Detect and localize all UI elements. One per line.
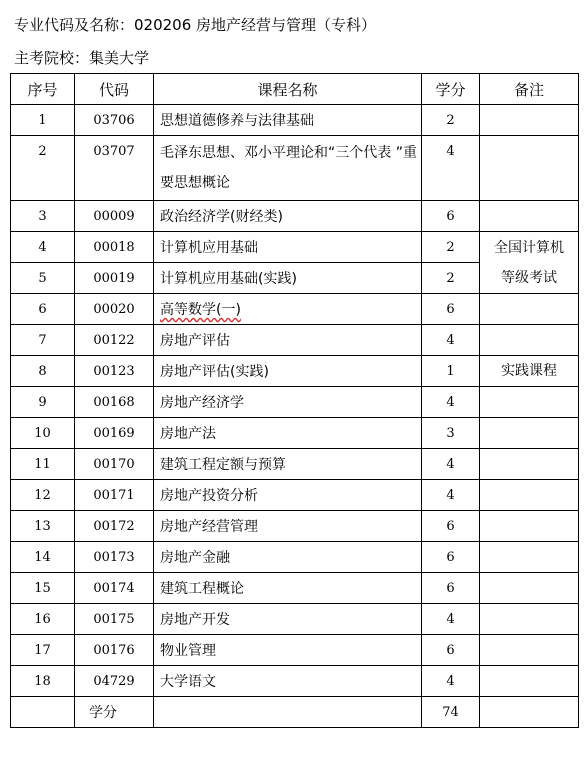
row-note: [480, 573, 579, 604]
row-code: 00020: [75, 294, 154, 325]
col-header-name: 课程名称: [154, 74, 422, 105]
table-row: [11, 666, 579, 697]
row-no: 8: [11, 356, 75, 387]
row-name: 房地产评估: [154, 325, 422, 356]
row-code: 00170: [75, 449, 154, 480]
row-note: [480, 449, 579, 480]
row-credit: 6: [422, 511, 480, 542]
col-header-no: 序号: [11, 74, 75, 105]
row-note: [480, 201, 579, 232]
row-name: 房地产法: [154, 418, 422, 449]
col-header-note: 备注: [480, 74, 579, 105]
row-code: 00176: [75, 635, 154, 666]
row-name: 房地产开发: [154, 604, 422, 635]
row-credit: 4: [422, 449, 480, 480]
row-credit: 1: [422, 356, 480, 387]
row-credit: 4: [422, 387, 480, 418]
table-row: [11, 418, 579, 449]
row-name: 政治经济学(财经类): [154, 201, 422, 232]
row-name: 计算机应用基础(实践): [154, 263, 422, 294]
row-no: 3: [11, 201, 75, 232]
row-note: [480, 635, 579, 666]
row-no: 18: [11, 666, 75, 697]
table-row: [11, 387, 579, 418]
row-credit: 4: [422, 136, 480, 201]
row-name-text: 高等数学(一): [160, 302, 241, 318]
note-practice: 实践课程: [480, 356, 579, 387]
row-credit: 2: [422, 263, 480, 294]
table-row: [11, 325, 579, 356]
row-code: 00123: [75, 356, 154, 387]
row-credit: 6: [422, 294, 480, 325]
row-name: 思想道德修养与法律基础: [154, 105, 422, 136]
row-credit: 4: [422, 604, 480, 635]
row-name: 房地产投资分析: [154, 480, 422, 511]
row-code: 00169: [75, 418, 154, 449]
row-note: [480, 325, 579, 356]
note-computer-exam: 全国计算机等级考试: [480, 232, 579, 294]
row-no: 4: [11, 232, 75, 263]
row-code: 03706: [75, 105, 154, 136]
row-no: 17: [11, 635, 75, 666]
row-name: 物业管理: [154, 635, 422, 666]
col-header-credit: 学分: [422, 74, 480, 105]
row-name: 建筑工程概论: [154, 573, 422, 604]
row-no: 10: [11, 418, 75, 449]
row-note: [480, 387, 579, 418]
row-credit: 6: [422, 542, 480, 573]
row-note: [480, 604, 579, 635]
row-credit: 4: [422, 325, 480, 356]
table-row: [11, 542, 579, 573]
row-code: 00019: [75, 263, 154, 294]
row-code: 00168: [75, 387, 154, 418]
row-no: 13: [11, 511, 75, 542]
row-code: 00174: [75, 573, 154, 604]
table-row: [11, 449, 579, 480]
table-header-row: [11, 74, 579, 105]
row-code: 00172: [75, 511, 154, 542]
row-no: 6: [11, 294, 75, 325]
row-no: 12: [11, 480, 75, 511]
row-name: 房地产经济学: [154, 387, 422, 418]
total-row: [11, 697, 579, 728]
row-note: [480, 480, 579, 511]
table-row: [11, 201, 579, 232]
row-note: [480, 418, 579, 449]
major-title: 专业代码及名称：020206 房地产经营与管理（专科）: [14, 16, 377, 34]
row-no: 1: [11, 105, 75, 136]
row-no: 9: [11, 387, 75, 418]
total-label: 学分: [75, 697, 154, 728]
row-code: 00173: [75, 542, 154, 573]
table-row: [11, 480, 579, 511]
course-table: [10, 73, 579, 728]
row-name: 大学语文: [154, 666, 422, 697]
table-row: [11, 356, 579, 387]
row-credit: 3: [422, 418, 480, 449]
row-note: [480, 136, 579, 201]
row-note: [480, 294, 579, 325]
row-no: 5: [11, 263, 75, 294]
row-credit: 2: [422, 105, 480, 136]
row-code: 00175: [75, 604, 154, 635]
total-note-cell: [480, 697, 579, 728]
row-no: 14: [11, 542, 75, 573]
row-credit: 2: [422, 232, 480, 263]
row-name: 毛泽东思想、邓小平理论和“三个代表 ”重要思想概论: [154, 136, 422, 201]
row-credit: 4: [422, 480, 480, 511]
total-name-cell: [154, 697, 422, 728]
row-no: 7: [11, 325, 75, 356]
row-credit: 4: [422, 666, 480, 697]
table-row: [11, 105, 579, 136]
row-note: [480, 511, 579, 542]
table-row: [11, 511, 579, 542]
table-row: [11, 635, 579, 666]
row-credit: 6: [422, 201, 480, 232]
row-no: 11: [11, 449, 75, 480]
row-credit: 6: [422, 573, 480, 604]
row-no: 16: [11, 604, 75, 635]
row-name: 计算机应用基础: [154, 232, 422, 263]
row-name: [154, 294, 422, 325]
row-code: 03707: [75, 136, 154, 201]
row-no: 15: [11, 573, 75, 604]
col-header-code: 代码: [75, 74, 154, 105]
school-title: 主考院校：集美大学: [14, 49, 150, 67]
row-note: [480, 105, 579, 136]
row-name: 建筑工程定额与预算: [154, 449, 422, 480]
row-code: 04729: [75, 666, 154, 697]
total-empty-cell: [11, 697, 75, 728]
row-code: 00122: [75, 325, 154, 356]
row-code: 00171: [75, 480, 154, 511]
row-name: 房地产金融: [154, 542, 422, 573]
row-no: 2: [11, 136, 75, 201]
row-note: [480, 542, 579, 573]
total-credit: 74: [422, 697, 480, 728]
row-name: 房地产评估(实践): [154, 356, 422, 387]
table-row: [11, 294, 579, 325]
row-credit: 6: [422, 635, 480, 666]
table-row: [11, 136, 579, 201]
table-row: [11, 232, 579, 263]
table-row: [11, 604, 579, 635]
table-row: [11, 573, 579, 604]
row-name: 房地产经营管理: [154, 511, 422, 542]
row-code: 00009: [75, 201, 154, 232]
row-note: [480, 666, 579, 697]
row-code: 00018: [75, 232, 154, 263]
